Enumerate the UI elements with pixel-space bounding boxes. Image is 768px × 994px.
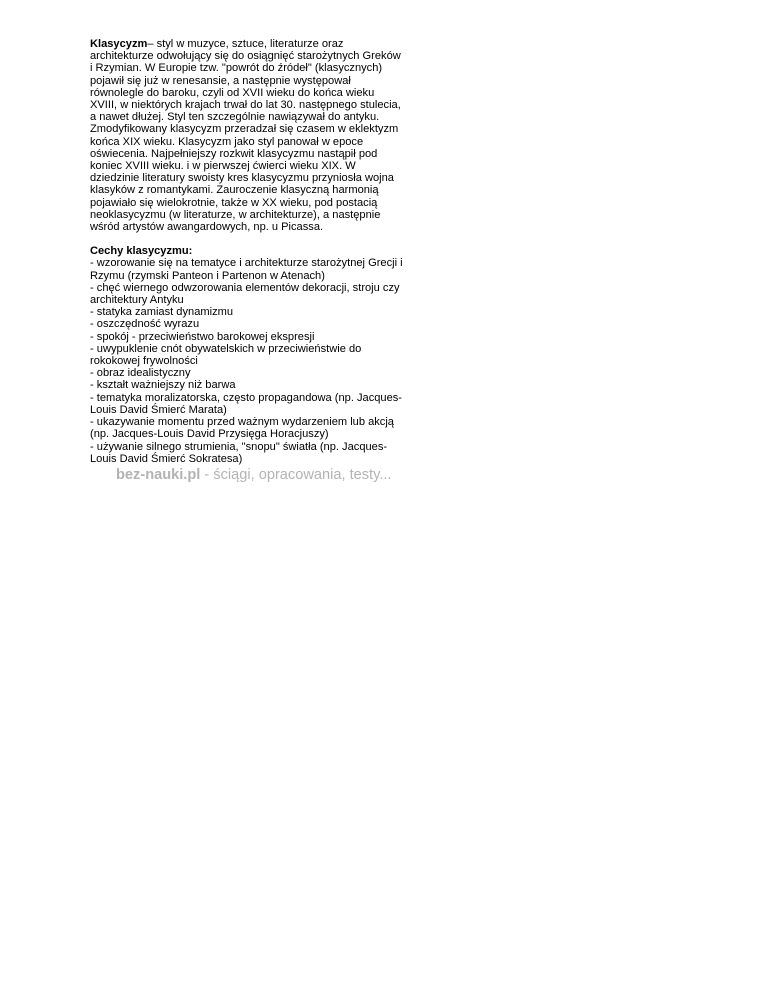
feature-line: Louis David Śmierć Marata) [90, 403, 227, 416]
intro-line: równolegle do baroku, czyli od XVII wieku do końca wieku [90, 86, 375, 99]
feature-line: - chęć wiernego odwzorowania elementów dekoracji, stroju czy [90, 281, 400, 294]
intro-line-text: – styl w muzyce, sztuce, literaturze oraz [147, 38, 344, 50]
intro-line: klasyków z romantykami. Zauroczenie klasyczną harmonią [90, 184, 379, 197]
intro-line: architekturze odwołujący się do osiągnięć starożytnych Greków [90, 50, 401, 63]
intro-line: pojawiało się wielokrotnie, także w XX wieku, pod postacią [90, 196, 378, 209]
intro-line: a nawet dłużej. Styl ten szczególnie nawiązywał do antyku. [90, 111, 380, 124]
intro-line: XVIII, w niektórych krajach trwał do lat 30. następnego stulecia, [90, 99, 401, 112]
intro-line [90, 38, 400, 50]
document-page [90, 38, 403, 484]
feature-line: architektury Antyku [90, 294, 184, 307]
features-section [90, 245, 403, 465]
intro-line: oświecenia. Najpełniejszy rozkwit klasycyzmu nastąpił pod [90, 147, 378, 160]
feature-line: - spokój - przeciwieństwo barokowej ekspresji [90, 330, 315, 343]
feature-line: - uwypuklenie cnót obywatelskich w przeciwieństwie do [90, 342, 362, 355]
feature-line: - wzorowanie się na tematyce i architekturze starożytnej Grecji i [90, 257, 403, 270]
feature-line: Rzymu (rzymski Panteon i Partenon w Atenach) [90, 269, 325, 282]
intro-line: wśród artystów awangardowych, np. u Picassa. [90, 221, 324, 234]
feature-line: - tematyka moralizatorska, często propagandowa (np. Jacques- [90, 391, 403, 404]
intro-line: pojawił się już w renesansie, a następnie występował [90, 74, 351, 87]
feature-line: Louis David Śmierć Sokratesa) [90, 452, 243, 465]
feature-line: - ukazywanie momentu przed ważnym wydarzeniem lub akcją [90, 416, 394, 429]
feature-line: - używanie silnego strumienia, "snopu" światła (np. Jacques- [90, 440, 388, 453]
intro-line: i Rzymian. W Europie tzw. "powrót do źródeł" (klasycznych) [90, 62, 383, 75]
intro-term: Klasycyzm [90, 38, 148, 50]
intro-paragraph [90, 38, 400, 233]
intro-line: Zmodyfikowany klasycyzm przeradzał się czasem w eklektyzm [90, 123, 399, 136]
feature-line: - obraz idealistyczny [90, 367, 191, 380]
feature-line: - oszczędność wyrazu [90, 318, 200, 331]
watermark-footer [90, 467, 400, 484]
intro-line: koniec XVIII wieku. i w pierwszej ćwierci wieku XIX. W [90, 160, 356, 173]
features-heading: Cechy klasycyzmu: [90, 245, 193, 258]
feature-line: - statyka zamiast dynamizmu [90, 306, 234, 319]
intro-line: dziedzinie literatury swoisty kres klasycyzmu przyniosła wojna [90, 172, 394, 185]
feature-line: rokokowej frywolności [90, 355, 198, 368]
feature-line: (np. Jacques-Louis David Przysięga Horacjuszy) [90, 428, 329, 441]
intro-line: końca XIX wieku. Klasycyzm jako styl panował w epoce [90, 135, 364, 148]
footer-brand: bez-nauki.pl [116, 466, 201, 483]
feature-line: - kształt ważniejszy niż barwa [90, 379, 236, 392]
footer-tagline: - ściągi, opracowania, testy... [200, 466, 392, 483]
intro-line: neoklasycyzmu (w literaturze, w architekturze), a następnie [90, 208, 381, 221]
